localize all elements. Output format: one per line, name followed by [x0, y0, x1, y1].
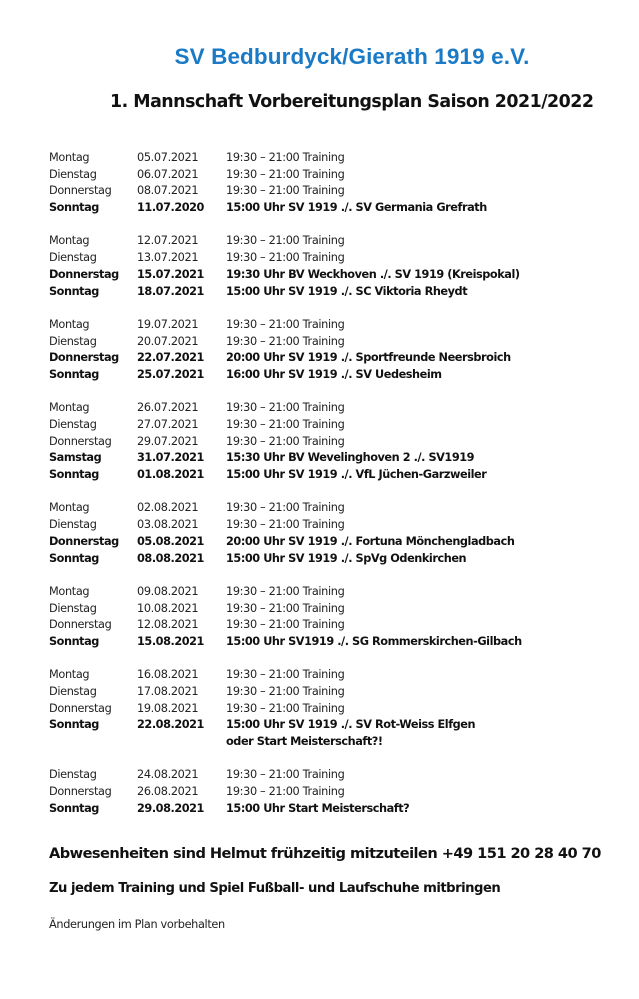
training-row — [49, 250, 629, 267]
date-cell — [137, 734, 226, 751]
event-cell: 15:00 Uhr SV 1919 ./. VfL Jüchen-Garzweiler — [226, 468, 487, 482]
event-cell: 19:30 Uhr BV Weckhoven ./. SV 1919 (Kreispokal) — [226, 267, 520, 281]
match-row — [49, 634, 629, 651]
day-cell: Montag — [49, 668, 90, 682]
event-cell: 15:00 Uhr SV 1919 ./. SC Viktoria Rheydt — [226, 284, 468, 298]
event-cell: 19:30 – 21:00 Training — [226, 668, 345, 682]
day-cell: Dienstag — [49, 334, 97, 348]
date-cell: 03.08.2021 — [137, 518, 199, 532]
date-cell: 09.08.2021 — [137, 584, 199, 598]
date-cell: 12.07.2021 — [137, 234, 199, 248]
date-cell: 25.07.2021 — [137, 367, 204, 381]
day-cell: Dienstag — [49, 685, 97, 698]
date-cell: 02.08.2021 — [137, 501, 199, 515]
equipment-note: Zu jedem Training und Spiel Fußball- und Laufschuhe mitbringen — [49, 881, 501, 896]
event-cell: 19:30 – 21:00 Training — [226, 234, 345, 248]
training-row — [49, 400, 629, 417]
date-cell: 08.08.2021 — [137, 551, 204, 565]
day-cell: Donnerstag — [49, 434, 112, 448]
match-row — [49, 534, 629, 551]
event-cell: oder Start Meisterschaft?! — [226, 735, 383, 749]
training-row — [49, 417, 629, 434]
day-cell: Montag — [49, 151, 90, 164]
plan-title: 1. Mannschaft Vorbereitungsplan Saison 2021/2022 — [110, 92, 594, 112]
date-cell: 29.08.2021 — [137, 801, 204, 815]
day-cell: Donnerstag — [49, 701, 112, 715]
week-block — [49, 767, 629, 817]
match-row — [49, 801, 629, 818]
event-cell: 19:30 – 21:00 Training — [226, 785, 345, 799]
match-row — [49, 450, 629, 467]
week-block — [49, 400, 629, 483]
day-cell: Sonntag — [49, 367, 99, 381]
date-cell: 16.08.2021 — [137, 668, 199, 682]
day-cell: Dienstag — [49, 418, 97, 431]
event-cell: 19:30 – 21:00 Training — [226, 434, 345, 448]
day-cell: Montag — [49, 584, 90, 598]
event-cell: 19:30 – 21:00 Training — [226, 151, 345, 164]
event-cell: 19:30 – 21:00 Training — [226, 701, 345, 715]
training-row — [49, 334, 629, 351]
match-row — [49, 200, 629, 217]
event-cell: 19:30 – 21:00 Training — [226, 584, 345, 598]
day-cell: Sonntag — [49, 718, 99, 732]
date-cell: 22.08.2021 — [137, 718, 204, 732]
training-row — [49, 684, 629, 701]
event-cell: 19:30 – 21:00 Training — [226, 334, 345, 348]
match-row — [49, 267, 629, 284]
training-row — [49, 167, 629, 184]
date-cell: 05.07.2021 — [137, 151, 199, 164]
event-cell: 19:30 – 21:00 Training — [226, 167, 345, 181]
disclaimer-note: Änderungen im Plan vorbehalten — [49, 918, 225, 931]
event-cell: 15:00 Uhr SV1919 ./. SG Rommerskirchen-Gilbach — [226, 634, 522, 648]
date-cell: 08.07.2021 — [137, 184, 199, 198]
event-cell: 15:00 Uhr SV 1919 ./. SpVg Odenkirchen — [226, 551, 467, 565]
training-row — [49, 233, 629, 250]
day-cell: Sonntag — [49, 551, 99, 565]
training-row — [49, 767, 629, 784]
training-row — [49, 317, 629, 334]
day-cell: Montag — [49, 501, 90, 515]
date-cell: 15.08.2021 — [137, 634, 204, 648]
date-cell: 06.07.2021 — [137, 167, 199, 181]
club-title: SV Bedburdyck/Gierath 1919 e.V. — [174, 44, 530, 69]
day-cell: Samstag — [49, 451, 102, 465]
date-cell: 10.08.2021 — [137, 601, 199, 615]
training-row — [49, 617, 629, 634]
day-cell: Montag — [49, 317, 90, 331]
training-row — [49, 601, 629, 618]
date-cell: 15.07.2021 — [137, 267, 204, 281]
schedule — [49, 150, 629, 834]
day-cell: Sonntag — [49, 801, 99, 815]
day-cell: Donnerstag — [49, 351, 119, 365]
training-row — [49, 701, 629, 718]
date-cell: 24.08.2021 — [137, 768, 199, 782]
event-cell: 19:30 – 21:00 Training — [226, 685, 345, 698]
event-cell: 19:30 – 21:00 Training — [226, 618, 345, 632]
week-block — [49, 233, 629, 300]
event-cell: 16:00 Uhr SV 1919 ./. SV Uedesheim — [226, 367, 442, 381]
day-cell: Donnerstag — [49, 618, 112, 632]
date-cell: 17.08.2021 — [137, 685, 199, 698]
training-row — [49, 434, 629, 451]
date-cell: 01.08.2021 — [137, 468, 204, 482]
date-cell: 29.07.2021 — [137, 434, 199, 448]
absence-note: Abwesenheiten sind Helmut frühzeitig mitzuteilen +49 151 20 28 40 70 — [49, 845, 601, 862]
date-cell: 26.07.2021 — [137, 401, 199, 415]
event-cell: 15:00 Uhr Start Meisterschaft? — [226, 801, 410, 815]
event-cell: 19:30 – 21:00 Training — [226, 401, 345, 415]
date-cell: 13.07.2021 — [137, 251, 199, 265]
event-cell: 19:30 – 21:00 Training — [226, 251, 345, 265]
day-cell: Dienstag — [49, 251, 97, 265]
day-cell: Dienstag — [49, 518, 97, 532]
event-cell: 20:00 Uhr SV 1919 ./. Fortuna Mönchengladbach — [226, 534, 515, 548]
day-cell: Sonntag — [49, 201, 99, 215]
day-cell: Montag — [49, 401, 90, 415]
event-cell: 20:00 Uhr SV 1919 ./. Sportfreunde Neersbroich — [226, 351, 511, 365]
date-cell: 11.07.2020 — [137, 201, 204, 215]
event-cell: 19:30 – 21:00 Training — [226, 418, 345, 431]
event-cell: 19:30 – 21:00 Training — [226, 518, 345, 532]
day-cell: Sonntag — [49, 284, 99, 298]
training-row — [49, 500, 629, 517]
event-cell: 15:00 Uhr SV 1919 ./. SV Rot-Weiss Elfgen — [226, 718, 476, 732]
week-block — [49, 150, 629, 217]
training-row — [49, 784, 629, 801]
event-cell: 19:30 – 21:00 Training — [226, 184, 345, 198]
date-cell: 12.08.2021 — [137, 618, 199, 632]
match-row — [49, 717, 629, 734]
day-cell: Donnerstag — [49, 785, 112, 799]
date-cell: 19.08.2021 — [137, 701, 199, 715]
event-cell: 19:30 – 21:00 Training — [226, 601, 345, 615]
day-cell: Dienstag — [49, 768, 97, 782]
match-row — [49, 350, 629, 367]
week-block — [49, 584, 629, 651]
event-cell: 15:30 Uhr BV Wevelinghoven 2 ./. SV1919 — [226, 451, 475, 465]
day-cell: Donnerstag — [49, 534, 119, 548]
date-cell: 26.08.2021 — [137, 785, 199, 799]
date-cell: 31.07.2021 — [137, 451, 204, 465]
training-row — [49, 183, 629, 200]
day-cell: Dienstag — [49, 601, 97, 615]
day-cell: Donnerstag — [49, 267, 119, 281]
date-cell: 18.07.2021 — [137, 284, 204, 298]
week-block — [49, 317, 629, 384]
day-cell: Donnerstag — [49, 184, 112, 198]
date-cell: 19.07.2021 — [137, 317, 199, 331]
training-row — [49, 667, 629, 684]
event-cell: 19:30 – 21:00 Training — [226, 768, 345, 782]
match-row — [49, 734, 629, 751]
match-row — [49, 284, 629, 301]
day-cell: Sonntag — [49, 634, 99, 648]
day-cell: Sonntag — [49, 468, 99, 482]
event-cell: 19:30 – 21:00 Training — [226, 501, 345, 515]
event-cell: 19:30 – 21:00 Training — [226, 317, 345, 331]
week-block — [49, 667, 629, 750]
date-cell: 22.07.2021 — [137, 351, 204, 365]
day-cell: Dienstag — [49, 167, 97, 181]
date-cell: 05.08.2021 — [137, 534, 204, 548]
day-cell: Montag — [49, 234, 90, 248]
date-cell: 20.07.2021 — [137, 334, 199, 348]
training-row — [49, 584, 629, 601]
week-block — [49, 500, 629, 567]
training-row — [49, 517, 629, 534]
date-cell: 27.07.2021 — [137, 418, 199, 431]
match-row — [49, 367, 629, 384]
match-row — [49, 551, 629, 568]
event-cell: 15:00 Uhr SV 1919 ./. SV Germania Grefrath — [226, 201, 487, 215]
training-row — [49, 150, 629, 167]
match-row — [49, 467, 629, 484]
day-cell — [49, 734, 137, 751]
